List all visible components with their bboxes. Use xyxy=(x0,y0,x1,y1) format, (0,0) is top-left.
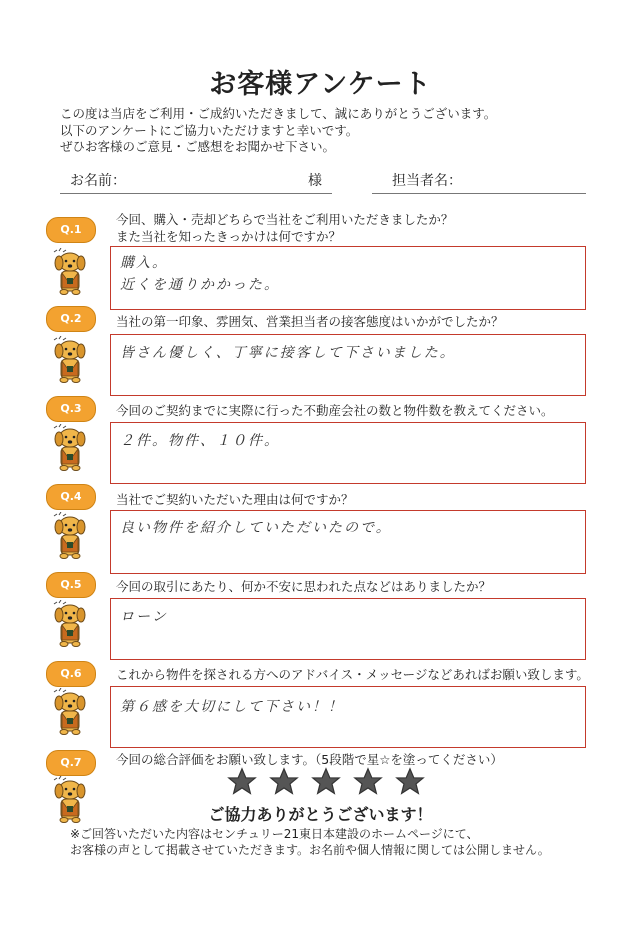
q4-text: 当社でご契約いただいた理由は何ですか？ xyxy=(116,492,354,507)
q5-answer: ローン xyxy=(120,609,168,625)
intro-line: 以下のアンケートにご協力いただけますと幸いです。 xyxy=(60,122,359,138)
star-icon[interactable] xyxy=(271,769,297,794)
name-label: お名前： xyxy=(70,173,126,189)
dog-mascot-icon xyxy=(50,512,90,562)
q1-text xyxy=(116,211,453,245)
q5-text: 今回の取引にあたり、何か不安に思われた点などはありましたか？ xyxy=(116,579,492,594)
thanks-message: ご協力ありがとうございます！ xyxy=(208,805,433,824)
q7-badge: Q.7 xyxy=(46,750,96,776)
q3-answer: ２件。物件、１０件。 xyxy=(120,433,280,449)
intro-text xyxy=(60,106,496,156)
footer-line: ※ご回答いただいた内容はセンチュリー21東日本建設のホームページにて、 xyxy=(70,827,479,841)
name-line xyxy=(60,193,332,194)
q3-badge: Q.3 xyxy=(46,396,96,422)
q5-badge: Q.5 xyxy=(46,572,96,598)
page-title: お客様アンケート xyxy=(209,69,432,100)
dog-mascot-icon xyxy=(50,600,90,650)
star-icon[interactable] xyxy=(397,769,423,794)
rating-stars[interactable] xyxy=(222,766,432,796)
q4-answer: 良い物件を紹介していただいたので。 xyxy=(120,520,392,536)
star-icon[interactable] xyxy=(313,769,339,794)
q3-text: 今回のご契約までに実際に行った不動産会社の数と物件数を教えてください。 xyxy=(116,403,554,418)
dog-mascot-icon xyxy=(50,424,90,474)
dog-mascot-icon xyxy=(50,336,90,386)
q1-badge: Q.1 xyxy=(46,217,96,243)
q5-answer-box xyxy=(110,598,586,660)
staff-line xyxy=(372,193,586,194)
q1-answer-line: 近くを通りかかった。 xyxy=(120,277,280,293)
q6-badge: Q.6 xyxy=(46,661,96,687)
star-icon[interactable] xyxy=(229,769,255,794)
q1-answer xyxy=(120,252,280,296)
q6-text: これから物件を探される方へのアドバイス・メッセージなどあればお願い致します。 xyxy=(116,667,589,682)
q2-answer: 皆さん優しく、丁寧に接客して下さいました。 xyxy=(120,345,456,361)
q2-text: 当社の第一印象、雰囲気、営業担当者の接客態度はいかがでしたか？ xyxy=(116,314,504,329)
name-suffix: 様 xyxy=(308,173,322,189)
q7-text: 今回の総合評価をお願い致します。（5段階で星☆を塗ってください） xyxy=(116,752,503,767)
q1-answer-line: 購入。 xyxy=(120,255,168,271)
q1-line: また当社を知ったきっかけは何ですか？ xyxy=(116,229,342,244)
dog-mascot-icon xyxy=(50,688,90,738)
footer-line: お客様の声として掲載させていただきます。お名前や個人情報に関しては公開しません。 xyxy=(70,843,550,857)
q1-line: 今回、購入・売却どちらで当社をご利用いただきましたか？ xyxy=(116,212,454,227)
q4-badge: Q.4 xyxy=(46,484,96,510)
dog-mascot-icon xyxy=(50,248,90,298)
star-icon[interactable] xyxy=(355,769,381,794)
q6-answer: 第６感を大切にして下さい！！ xyxy=(120,699,344,715)
footer-note xyxy=(70,826,550,858)
staff-label: 担当者名： xyxy=(392,173,462,189)
q2-badge: Q.2 xyxy=(46,306,96,332)
intro-line: ぜひお客様のご意見・ご感想をお聞かせ下さい。 xyxy=(60,139,336,154)
intro-line: この度は当店をご利用・ご成約いただきまして、誠にありがとうございます。 xyxy=(60,106,497,121)
